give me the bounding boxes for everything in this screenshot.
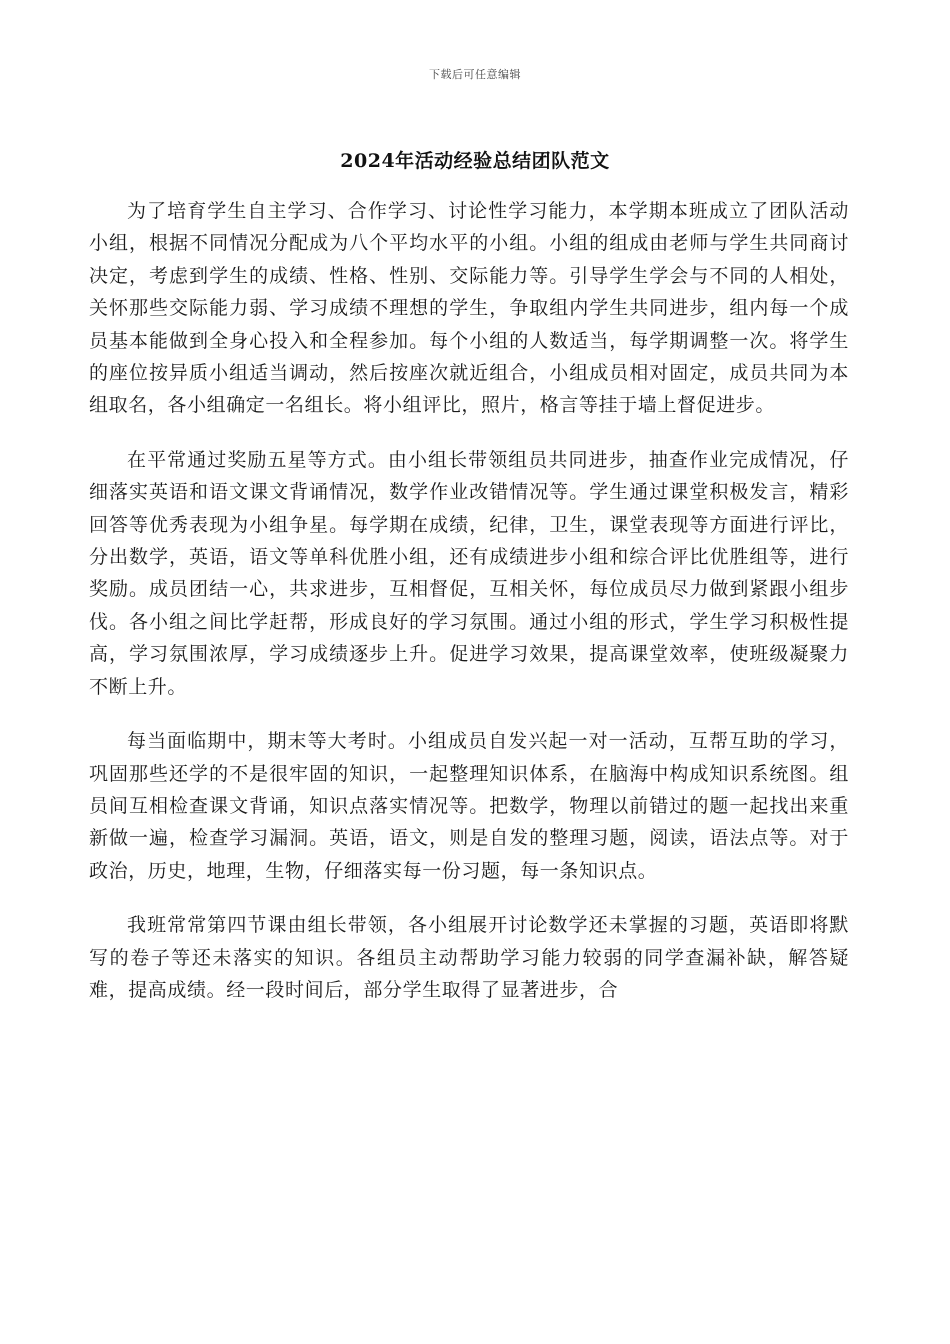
document-body bbox=[89, 195, 849, 1028]
paragraph-1: 为了培育学生自主学习、合作学习、讨论性学习能力，本学期本班成立了团队活动小组，根据不同情况分配成为八个平均水平的小组。小组的组成由老师与学生共同商讨决定，考虑到学生的成绩、性格、性别、交际能力等。引导学生学会与不同的人相处，关怀那些交际能力弱、学习成绩不理想的学生，争取组内学生共同进步，组内每一个成员基本能做到全身心投入和全程参加。每个小组的人数适当，每学期调整一次。将学生的座位按异质小组适当调动，然后按座次就近组合，小组成员相对固定，成员共同为本组取名，各小组确定一名组长。将小组评比，照片，格言等挂于墙上督促进步。 bbox=[89, 200, 849, 417]
paragraph-2: 在平常通过奖励五星等方式。由小组长带领组员共同进步，抽查作业完成情况，仔细落实英语和语文课文背诵情况，数学作业改错情况等。学生通过课堂积极发言，精彩回答等优秀表现为小组争星。每学期在成绩，纪律，卫生，课堂表现等方面进行评比，分出数学，英语，语文等单科优胜小组，还有成绩进步小组和综合评比优胜组等，进行奖励。成员团结一心，共求进步，互相督促，互相关怀，每位成员尽力做到紧跟小组步伐。各小组之间比学赶帮，形成良好的学习氛围。通过小组的形式，学生学习积极性提高，学习氛围浓厚，学习成绩逐步上升。促进学习效果，提高课堂效率，使班级凝聚力不断上升。 bbox=[89, 448, 849, 698]
header-note: 下载后可任意编辑 bbox=[429, 68, 521, 81]
paragraph-3: 每当面临期中，期末等大考时。小组成员自发兴起一对一活动，互帮互助的学习，巩固那些还学的不是很牢固的知识，一起整理知识体系，在脑海中构成知识系统图。组员间互相检查课文背诵，知识点落实情况等。把数学，物理以前错过的题一起找出来重新做一遍，检查学习漏洞。英语，语文，则是自发的整理习题，阅读，语法点等。对于政治，历史，地理，生物，仔细落实每一份习题，每一条知识点。 bbox=[89, 730, 849, 882]
paragraph-4: 我班常常第四节课由组长带领，各小组展开讨论数学还未掌握的习题，英语即将默写的卷子等还未落实的知识。各组员主动帮助学习能力较弱的同学查漏补缺，解答疑难，提高成绩。经一段时间后，部分学生取得了显著进步，合 bbox=[89, 914, 849, 1001]
document-title: 2024年活动经验总结团队范文 bbox=[340, 150, 610, 172]
